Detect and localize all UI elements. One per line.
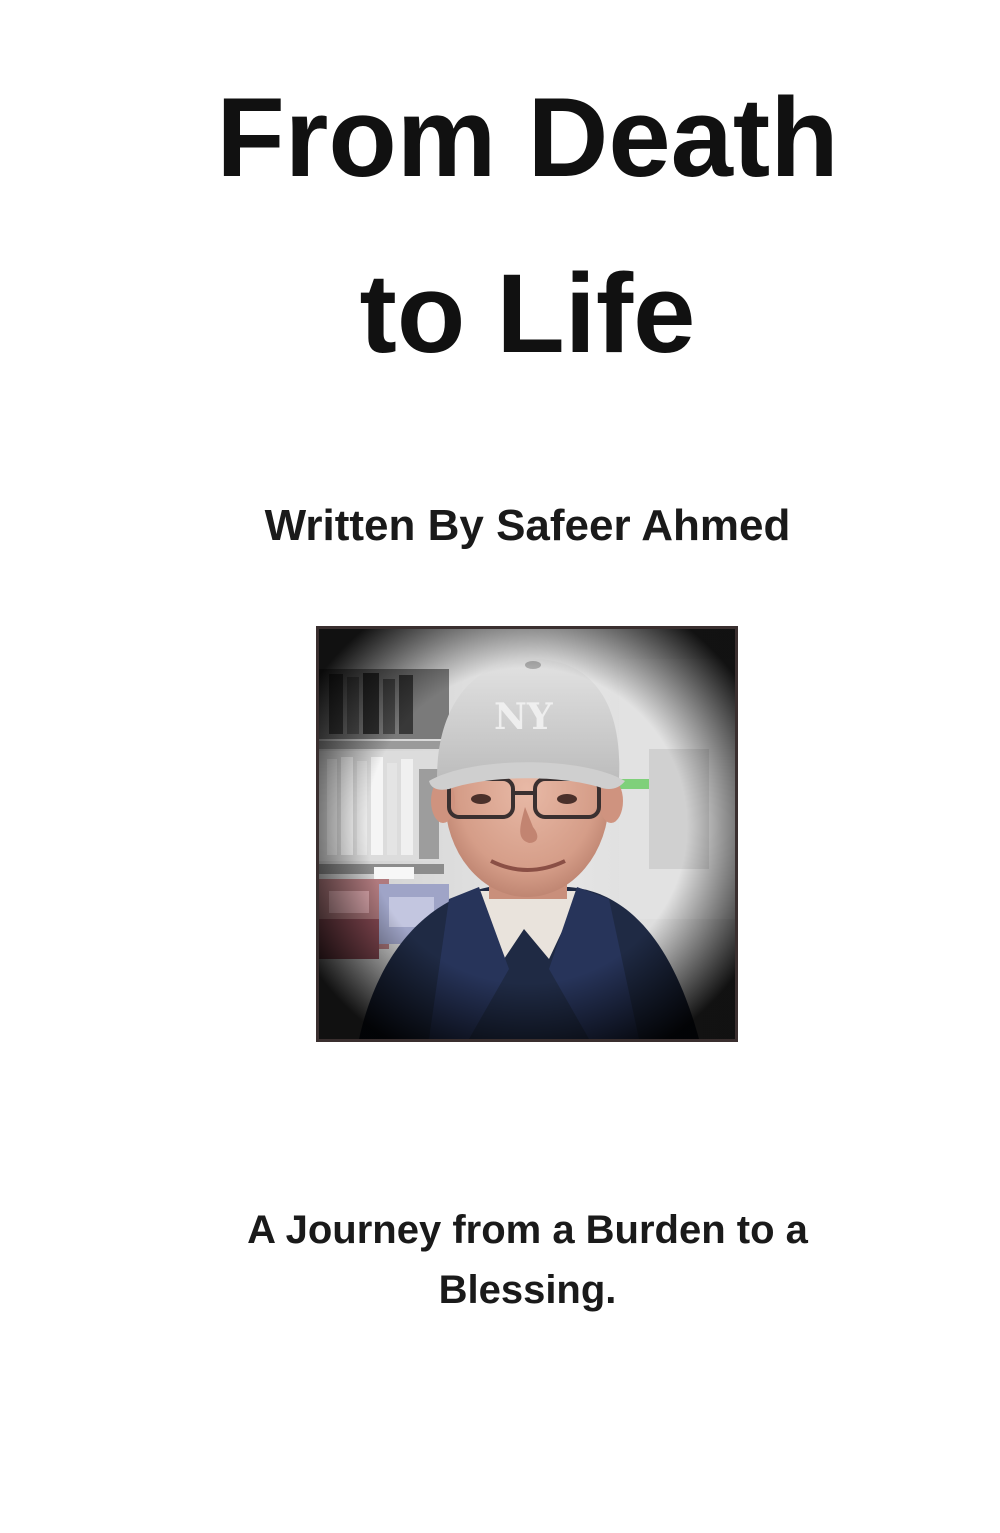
author-photo-illustration (319, 629, 735, 1039)
author-credit: Written By Safeer Ahmed (264, 501, 791, 550)
book-subtitle-line-2: Blessing. (438, 1268, 617, 1312)
book-subtitle-line-1: A Journey from a Burden to a (247, 1208, 808, 1252)
book-title-line-1: From Death (216, 75, 839, 200)
author-photo (316, 626, 738, 1042)
book-title-line-2: to Life (359, 251, 696, 376)
